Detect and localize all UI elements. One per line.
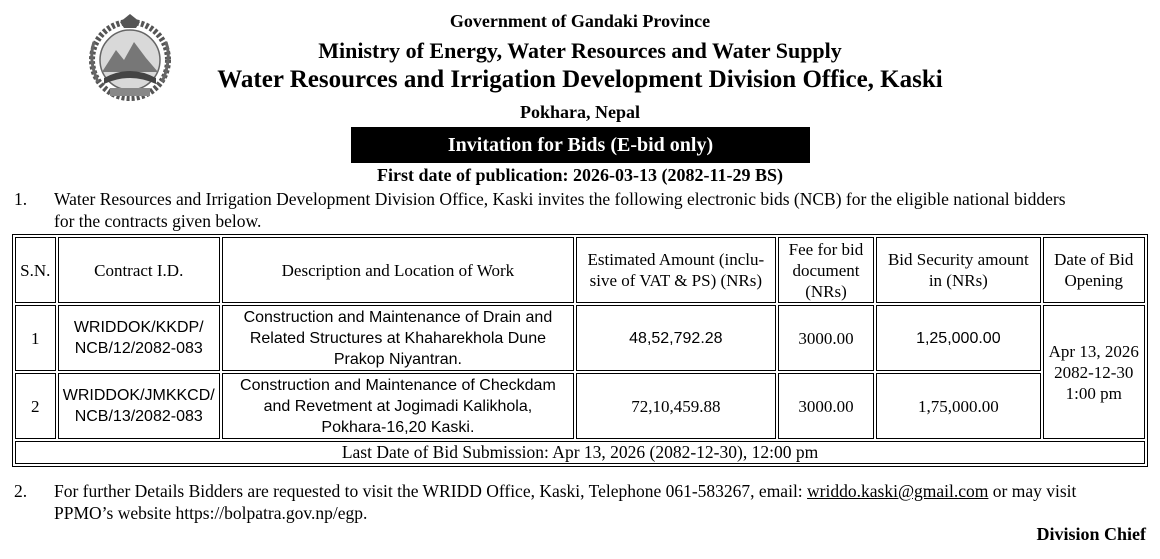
government-name: Government of Gandaki Province <box>449 11 711 31</box>
email-link[interactable]: wriddo.kaski@gmail.com <box>807 481 989 501</box>
cell-contract-id: WRIDDOK/KKDP/ NCB/12/2082-083 <box>58 305 220 371</box>
cell-sn: 2 <box>15 373 56 439</box>
table-header-row <box>15 237 1145 303</box>
cell-opening-date: Apr 13, 2026 2082-12-30 1:00 pm <box>1043 305 1146 439</box>
cell-fee: 3000.00 <box>778 373 874 439</box>
header-description: Description and Location of Work <box>222 237 574 303</box>
paragraph-number: 1. <box>14 189 28 209</box>
cell-sn: 1 <box>15 305 56 371</box>
header-sn: S.N. <box>15 237 56 303</box>
office-name: Water Resources and Irrigation Development Division Office, Kaski <box>217 66 943 93</box>
table-row <box>15 305 1145 371</box>
cell-fee: 3000.00 <box>778 305 874 371</box>
paragraph-1 <box>14 188 1154 232</box>
cell-contract-id: WRIDDOK/JMKKCD/ NCB/13/2082-083 <box>58 373 220 439</box>
header-bid-security: Bid Security amount in (NRs) <box>876 237 1040 303</box>
paragraph-2 <box>14 480 1154 524</box>
cell-estimated-amount: 48,52,792.28 <box>576 305 776 371</box>
last-submission-date: Last Date of Bid Submission: Apr 13, 2026 (2082-12-30), 12:00 pm <box>15 441 1145 464</box>
cell-estimated-amount: 72,10,459.88 <box>576 373 776 439</box>
publication-date: First date of publication: 2026-03-13 (2082-11-29 BS) <box>377 165 783 185</box>
bids-table <box>12 234 1148 467</box>
notice-title: Invitation for Bids (E-bid only) <box>351 127 810 163</box>
header-estimated-amount: Estimated Amount (inclu- sive of VAT & PS) (NRs) <box>576 237 776 303</box>
cell-description: Construction and Maintenance of Drain and Related Structures at Khaharekhola Dune Prakop Niyantran. <box>222 305 574 371</box>
paragraph-number: 2. <box>14 481 28 501</box>
header-opening-date: Date of Bid Opening <box>1043 237 1146 303</box>
header-fee: Fee for bid document (NRs) <box>778 237 874 303</box>
paragraph-line: for the contracts given below. <box>54 211 262 231</box>
table-row-last-submission <box>15 441 1145 464</box>
cell-bid-security: 1,75,000.00 <box>876 373 1040 439</box>
paragraph-line: Water Resources and Irrigation Development Division Office, Kaski invites the following electronic bids (NCB) for the eligible national bidders <box>54 189 1066 209</box>
ministry-name: Ministry of Energy, Water Resources and Water Supply <box>318 38 842 63</box>
office-location: Pokhara, Nepal <box>519 102 640 122</box>
paragraph-line: PPMO’s website https://bolpatra.gov.np/egp. <box>54 503 368 523</box>
cell-bid-security: 1,25,000.00 <box>876 305 1040 371</box>
cell-description: Construction and Maintenance of Checkdam and Revetment at Jogimadi Kalikhola, Pokhara-16,20 Kaski. <box>222 373 574 439</box>
header-contract-id: Contract I.D. <box>58 237 220 303</box>
table-row <box>15 373 1145 439</box>
signature-title: Division Chief <box>1036 524 1146 544</box>
paragraph-line: For further Details Bidders are requested to visit the WRIDD Office, Kaski, Telephone 061-583267, email: wriddo.kaski@gmail.com or may visit <box>54 481 1077 501</box>
